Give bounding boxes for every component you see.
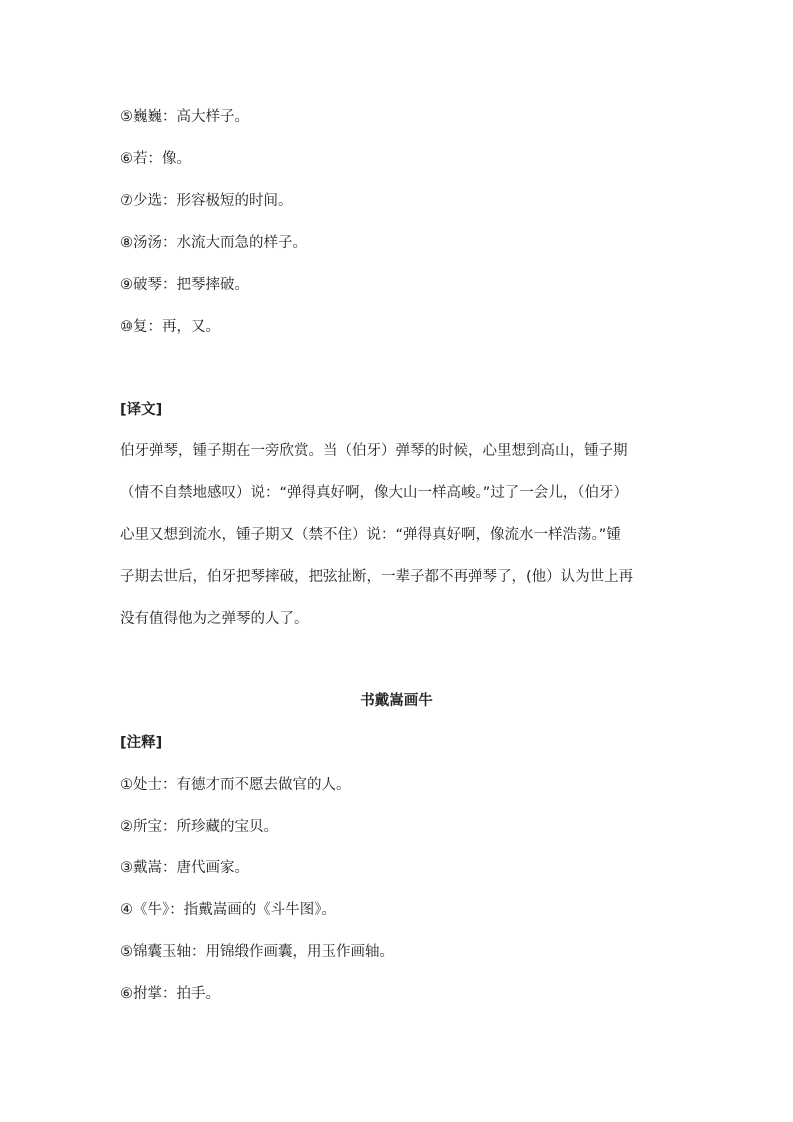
translation-line: 子期去世后，伯牙把琴摔破，把弦扯断，一辈子都不再弹琴了，(他）认为世上再	[120, 569, 634, 585]
note-item: ①处士：有德才而不愿去做官的人。	[120, 777, 351, 793]
note-item: ⑥若：像。	[120, 151, 191, 167]
note-item: ⑨破琴：把琴摔破。	[120, 277, 249, 293]
note-item: ⑩复：再，又。	[120, 319, 220, 335]
section-title: 书戴嵩画牛	[360, 693, 433, 709]
notes-heading: [注释]	[120, 735, 163, 751]
translation-line: 没有值得他为之弹琴的人了。	[120, 611, 309, 627]
translation-line: 伯牙弹琴，锺子期在一旁欣赏。当（伯牙）弹琴的时候，心里想到高山，锺子期	[120, 443, 628, 459]
note-item: ④《牛》：指戴嵩画的《斗牛图》。	[120, 902, 336, 918]
note-item: ②所宝：所珍藏的宝贝。	[120, 819, 278, 835]
note-item: ⑧汤汤：水流大而急的样子。	[120, 235, 307, 251]
note-item: ⑤巍巍：高大样子。	[120, 109, 249, 125]
note-item: ⑦少选：形容极短的时间。	[120, 193, 293, 209]
note-item: ③戴嵩：唐代画家。	[120, 860, 249, 876]
translation-line: 心里又想到流水，锺子期又（禁不住）说：“弹得真好啊，像流水一样浩荡。”锺	[120, 527, 621, 543]
translation-line: （情不自禁地感叹）说：“弹得真好啊，像大山一样高峻。”过了一会儿，（伯牙）	[120, 485, 629, 501]
note-item: ⑤锦囊玉轴：用锦缎作画囊，用玉作画轴。	[120, 944, 394, 960]
note-item: ⑥拊掌：拍手。	[120, 986, 220, 1002]
translation-heading: [译文]	[120, 402, 163, 418]
